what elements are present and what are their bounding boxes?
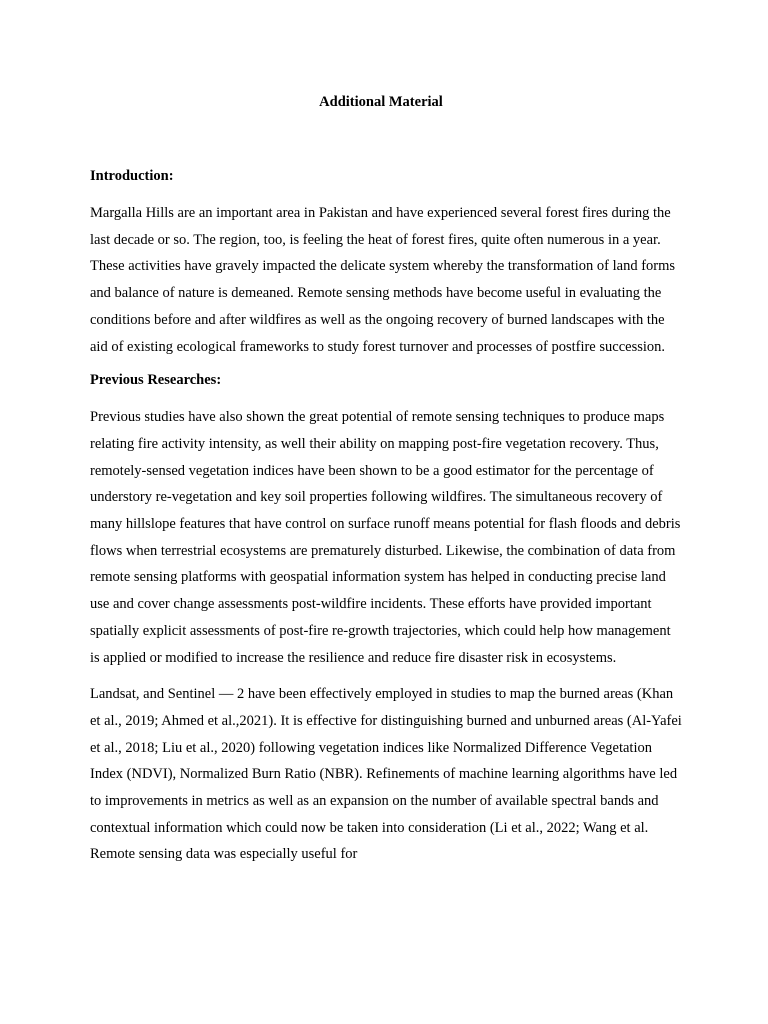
previous-researches-paragraph-1: Previous studies have also shown the great potential of remote sensing techniques to produce maps relating fire activity intensity, as well their ability on mapping post-fire vegetation recovery. Thus, remotely-sensed vegetation indices have been shown to be a good estimator for the percentage of understory re-vegetation and key soil properties following wildfires. The simultaneous recovery of many hillslope features that have control on surface runoff means potential for flash floods and debris flows when terrestrial ecosystems are prematurely disturbed. Likewise, the combination of data from remote sensing platforms with geospatial information system has helped in conducting precise land use and cover change assessments post-wildfire incidents. These efforts have provided important spatially explicit assessments of post-fire re-growth trajectories, which could help how management is applied or modified to increase the resilience and reduce fire disaster risk in ecosystems. (90, 409, 681, 666)
previous-researches-paragraph-2: Landsat, and Sentinel — 2 have been effectively employed in studies to map the burned areas (Khan et al., 2019; Ahmed et al.,2021). It is effective for distinguishing burned and unburned areas (Al-Yafei et al., 2018; Liu et al., 2020) following vegetation indices like Normalized Difference Vegetation Index (NDVI), Normalized Burn Ratio (NBR). Refinements of machine learning algorithms have led to improvements in metrics as well as an expansion on the number of available spectral bands and contextual information which could now be taken into consideration (Li et al., 2022; Wang et al. Remote sensing data was especially useful for (90, 686, 682, 863)
document-body (90, 166, 682, 868)
section-heading-previous-researches: Previous Researches: (90, 372, 222, 389)
introduction-paragraph: Margalla Hills are an important area in Pakistan and have experienced several forest fires during the last decade or so. The region, too, is feeling the heat of forest fires, quite often numerous in a year. These activities have gravely impacted the delicate system whereby the transformation of land forms and balance of nature is demeaned. Remote sensing methods have become useful in evaluating the conditions before and after wildfires as well as the ongoing recovery of burned landscapes with the aid of existing ecological frameworks to study forest turnover and processes of postfire succession. (90, 205, 676, 355)
section-heading-introduction: Introduction: (90, 168, 174, 184)
document-title: Additional Material (319, 94, 443, 110)
